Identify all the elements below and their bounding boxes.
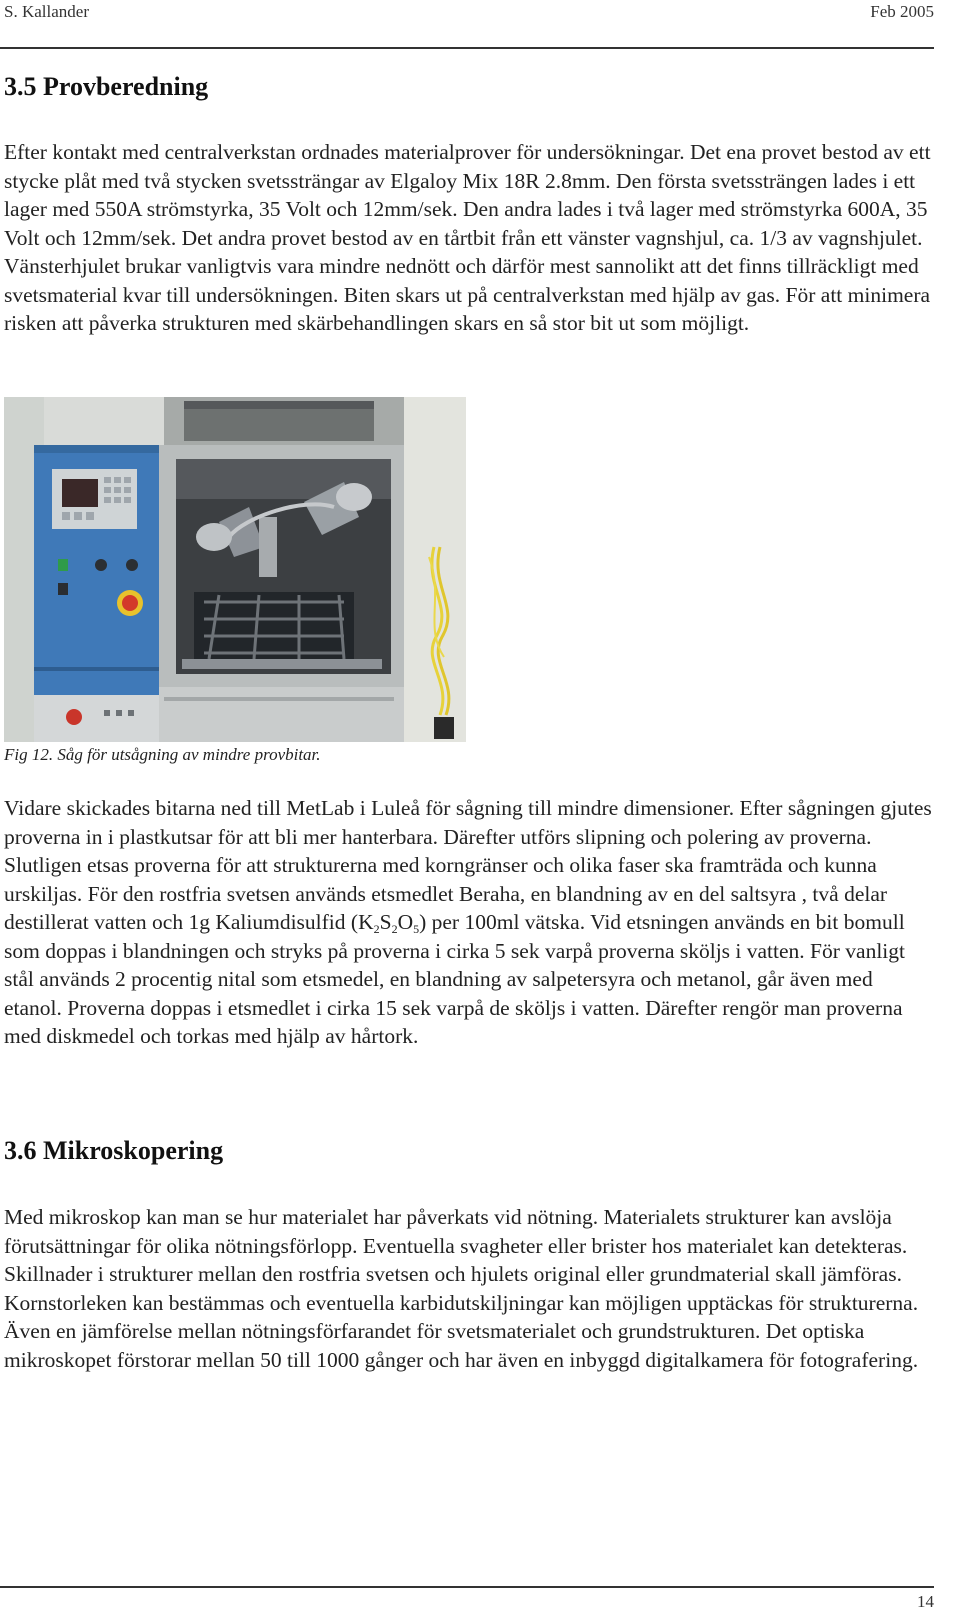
etching-text-part1: Vidare skickades bitarna ned till MetLab i Luleå för sågning till mindre dimensioner. Efter sågningen gjutes proverna in i plastkutsar för att bli mer hanterbara. Därefter utförs slipning och polering av proverna. Slutligen etsas proverna för att strukturerna med korngränser och olika faser ska framträda och kunna urskiljas. För den rostfria svetsen används etsmedlet Beraha, en blandning av en del saltsyra , två delar destillerat vatten och 1g Kaliumdisulfid (K: [4, 796, 932, 934]
paragraph-preparation-etching: [4, 794, 934, 1051]
formula-o: O: [397, 910, 414, 934]
section-heading-provberedning: 3.5 Provberedning: [4, 72, 209, 101]
subscript-k: 2: [373, 922, 380, 936]
page-header: [4, 0, 934, 26]
figure-saw-photo: [4, 397, 466, 742]
etching-text-part2: ) per 100ml vätska. Vid etsningen används en bit bomull som doppas i blandningen och stryks på proverna i cirka 5 sek varpå proverna sköljs i vatten. För vanligt stål används 2 procentig nital som etsmedel, en blandning av salpetersyra och metanol, går även med etanol. Proverna doppas i etsmedlet i cirka 15 sek varpå de sköljs i vatten. Därefter rengör man proverna med diskmedel och torkas med hjälp av hårtork.: [4, 910, 906, 1048]
paragraph-provberedning: Efter kontakt med centralverkstan ordnades materialprover för undersökningar. Det ena provet bestod av ett stycke plåt med två stycken svetssträngar av Elgaloy Mix 18R 2.8mm. Den första svetssträngen lades i ett lager med 550A strömstyrka, 35 Volt och 12mm/sek. Den andra lades i två lager med strömstyrka 600A, 35 Volt och 12mm/sek. Det andra provet bestod av en tårtbit från ett vänster vagnshjul, ca. 1/3 av vagnshjulet. Vänsterhjulet brukar vanligtvis vara mindre nednött och därför mest sannolikt att det finns tillräckligt med svetsmaterial kvar till undersökningen. Biten skars ut på centralverkstan med hjälp av gas. För att minimera risken att påverka strukturen med skärbehandlingen skars en så stor bit ut som möjligt.: [4, 140, 931, 335]
paragraph-mikroskopering: Med mikroskop kan man se hur materialet har påverkats vid nötning. Materialets strukturer kan avslöja förutsättningar för olika nötningsförlopp. Eventuella svagheter eller brister hos materialet kan detekteras. Skillnader i strukturer mellan den rostfria svetsen och hjulets original eller grundmaterial skall jämföras. Kornstorleken kan bestämmas och eventuella karbidutskiljningar kan möjligen upptäckas för strukturerna. Även en jämförelse mellan nötningsförfarandet för svetsmaterialet och grundstrukturen. Det optiska mikroskopet förstorar mellan 50 till 1000 gånger och har även en inbyggd digitalkamera för fotografering.: [4, 1205, 919, 1372]
page-number: 14: [917, 1592, 934, 1611]
figure-caption: Fig 12. Såg för utsågning av mindre provbitar.: [4, 745, 321, 764]
section-heading-mikroskopering: 3.6 Mikroskopering: [4, 1136, 224, 1165]
subscript-o: 5: [413, 922, 420, 936]
header-date: Feb 2005: [870, 2, 934, 21]
formula-s: S: [379, 910, 392, 934]
footer-rule: [0, 1586, 934, 1588]
header-rule: [0, 47, 934, 49]
header-author: S. Kallander: [4, 2, 89, 21]
subscript-s: 2: [391, 922, 398, 936]
saw-machine-illustration: [4, 397, 466, 742]
